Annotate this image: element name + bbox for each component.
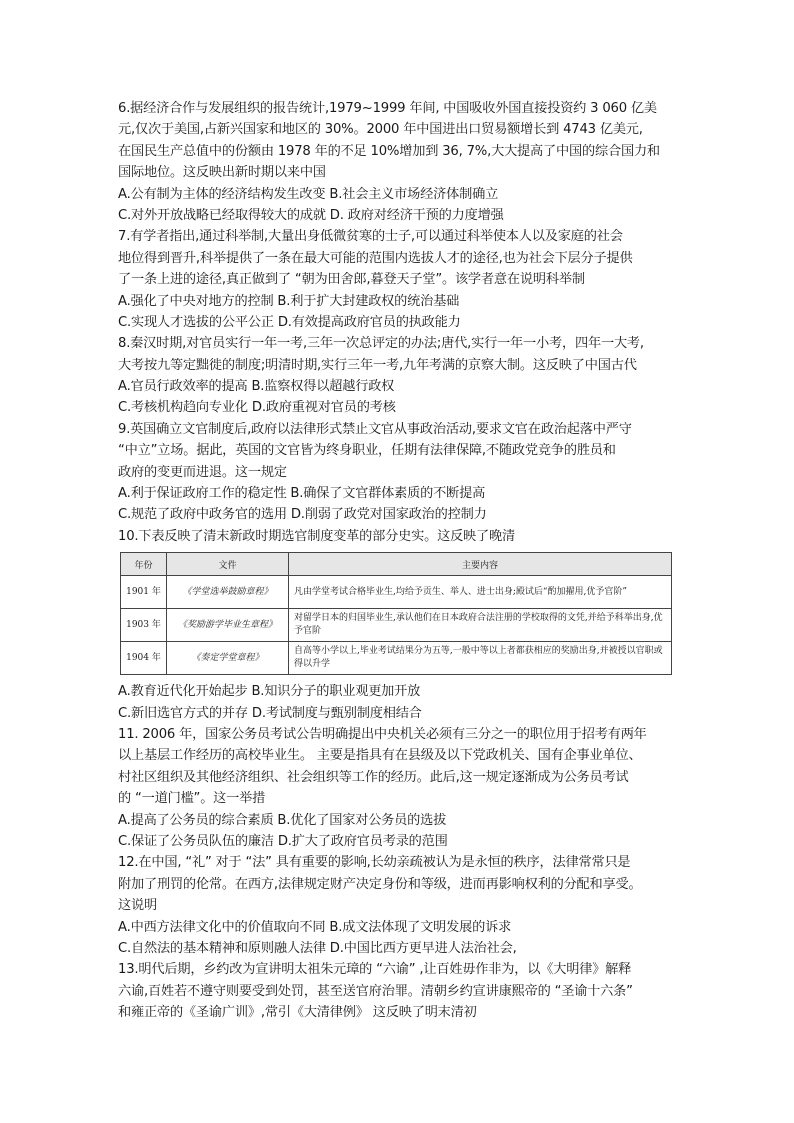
table-cell-document: 《学堂选举鼓励章程》 bbox=[167, 576, 289, 609]
question-6-stem: 国际地位。这反映出新时期以来中国 bbox=[118, 165, 326, 181]
question-10-options-ab: A.教育近代化开始起步 B.知识分子的职业观更加开放 bbox=[118, 684, 421, 700]
question-8-options-cd: C.考核机构趋向专业化 D.政府重视对官员的考核 bbox=[118, 400, 396, 416]
question-6-stem: 在国民生产总值中的份额由 1978 年的不足 10%增加到 36, 7%,大大提高了中国的综合国力和 bbox=[118, 143, 660, 159]
table-header-document: 文件 bbox=[167, 553, 289, 576]
question-8 bbox=[118, 333, 678, 419]
question-11-stem: 的 “一道门槛”。这一举措 bbox=[118, 791, 266, 807]
table-row bbox=[121, 642, 672, 675]
question-12-options-cd: C.自然法的基本精神和原则融人法律 D.中国比西方更早进人法治社会, bbox=[118, 940, 517, 956]
question-11-options-ab: A.提高了公务员的综合素质 B.优化了国家对公务员的选拔 bbox=[118, 812, 447, 828]
question-7-options-cd: C.实现人才选拔的公平公正 D.有效提高政府官员的执政能力 bbox=[118, 314, 461, 330]
question-7-stem: 7.有学者指出,通过科举制,大量出身低微贫寒的士子,可以通过科举使本人以及家庭的社会 bbox=[118, 229, 623, 245]
question-7-options-ab: A.强化了中央对地方的控制 B.利于扩大封建政权的统治基础 bbox=[118, 293, 460, 309]
table-cell-content: 凡由学堂考试合格毕业生,均给予贡生、举人、进士出身;殿试后“酌加擢用,优予官阶” bbox=[289, 576, 672, 609]
question-7-stem: 了一条上进的途径,真正做到了 “朝为田舍郎,暮登天子堂”。该学者意在说明科举制 bbox=[118, 272, 585, 288]
question-6-options-cd: C.对外开放战略已经取得较大的成就 D. 政府对经济干预的力度增强 bbox=[118, 207, 504, 223]
question-11 bbox=[118, 724, 678, 852]
question-12-options-ab: A.中西方法律文化中的价值取向不同 B.成文法体现了文明发展的诉求 bbox=[118, 919, 512, 935]
question-13-stem: 六谕,百姓若不遵守则要受到处罚，甚至送官府治罪。清朝乡约宣讲康熙帝的 “圣谕十六条” bbox=[118, 983, 633, 999]
question-7 bbox=[118, 226, 678, 333]
question-6-stem: 元,仅次于美国,占新兴国家和地区的 30%。2000 年中国进出口贸易额增长到 4743 亿美元, bbox=[118, 122, 643, 138]
table-cell-document: 《奖励游学毕业生章程》 bbox=[167, 609, 289, 642]
question-7-stem: 地位得到晋升,科举提供了一条在最大可能的范围内选拔人才的途径,也为社会下层分子提供 bbox=[118, 250, 633, 266]
table-cell-content: 自高等小学以上,毕业考试结果分为五等,一般中等以上者都获相应的奖励出身,并被授以官职或得以升学 bbox=[289, 642, 672, 675]
question-9-options-ab: A.利于保证政府工作的稳定性 B.确保了文官群体素质的不断提高 bbox=[118, 486, 486, 502]
table-header-row bbox=[121, 553, 672, 576]
question-8-options-ab: A.官员行政效率的提高 B.监察权得以超越行政权 bbox=[118, 379, 395, 395]
table-header-content: 主要内容 bbox=[289, 553, 672, 576]
question-10-stem: 10.下表反映了清末新政时期选官制度变革的部分史实。这反映了晚清 bbox=[118, 528, 516, 544]
question-9-stem: “中立”立场。据此，英国的文官皆为终身职业，任期有法律保障,不随政党竞争的胜员和 bbox=[118, 443, 616, 459]
question-13-stem: 13.明代后期，乡约改为宣讲明太祖朱元璋的 “六谕” ,让百姓毋作非为，以《大明律》解释 bbox=[118, 962, 632, 978]
table-cell-document: 《奏定学堂章程》 bbox=[167, 642, 289, 675]
exam-page bbox=[118, 98, 678, 1023]
question-6-stem: 6.据经济合作与发展组织的报告统计,1979~1999 年间, 中国吸收外国直接投资约 3 060 亿美 bbox=[118, 101, 657, 116]
table-row bbox=[121, 576, 672, 609]
question-9-options-cd: C.规范了政府中政务官的选用 D.削弱了政党对国家政治的控制力 bbox=[118, 507, 487, 523]
question-9 bbox=[118, 419, 678, 526]
question-9-stem: 政府的变更而进退。这一规定 bbox=[118, 464, 287, 480]
question-13 bbox=[118, 959, 678, 1023]
reform-table bbox=[120, 552, 672, 675]
table-cell-year: 1903 年 bbox=[121, 609, 167, 642]
table-cell-content: 对留学日本的归国毕业生,承认他们在日本政府合法注册的学校取得的文凭,并给予科举出身,优予官阶 bbox=[289, 609, 672, 642]
table-cell-year: 1904 年 bbox=[121, 642, 167, 675]
question-12-stem: 这说明 bbox=[118, 898, 157, 914]
question-13-stem: 和雍正帝的《圣谕广训》,常引《大清律例》 这反映了明末清初 bbox=[118, 1005, 477, 1021]
question-9-stem: 9.英国确立文官制度后,政府以法律形式禁止文官从事政治活动,要求文官在政治起落中严守 bbox=[118, 421, 632, 437]
table-row bbox=[121, 609, 672, 642]
question-8-stem: 大考按九等定黜徙的制度;明清时期,实行三年一考,九年考满的京察大制。这反映了中国古代 bbox=[118, 357, 637, 373]
question-6-options-ab: A.公有制为主体的经济结构发生改变 B.社会主义市场经济体制确立 bbox=[118, 186, 499, 202]
table-header-year: 年份 bbox=[121, 553, 167, 576]
question-6 bbox=[118, 98, 678, 226]
question-8-stem: 8.秦汉时期,对官员实行一年一考,三年一次总评定的办法;唐代,实行一年一小考，四年一大考, bbox=[118, 336, 644, 352]
question-12-stem: 12.在中国, “礼” 对于 “法” 具有重要的影响,长幼亲疏被认为是永恒的秩序，法律常常只是 bbox=[118, 855, 631, 871]
question-11-stem: 11. 2006 年，国家公务员考试公告明确提出中央机关必须有三分之一的职位用于招考有两年 bbox=[118, 726, 647, 742]
question-10 bbox=[118, 526, 678, 724]
question-11-stem: 以上基层工作经历的高校毕业生。 主要是指具有在县级及以下党政机关、国有企事业单位、 bbox=[118, 748, 642, 764]
question-11-stem: 村社区组织及其他经济组织、社会组织等工作的经历。此后,这一规定逐渐成为公务员考试 bbox=[118, 769, 629, 785]
question-11-options-cd: C.保证了公务员队伍的廉洁 D.扩大了政府官员考录的范围 bbox=[118, 833, 448, 849]
table-cell-year: 1901 年 bbox=[121, 576, 167, 609]
question-10-options-cd: C.新旧选官方式的并存 D.考试制度与甄别制度相结合 bbox=[118, 705, 422, 721]
question-12-stem: 附加了刑罚的伦常。在西方,法律规定财产决定身份和等级，进而再影响权利的分配和享受。 bbox=[118, 876, 642, 892]
question-12 bbox=[118, 852, 678, 959]
